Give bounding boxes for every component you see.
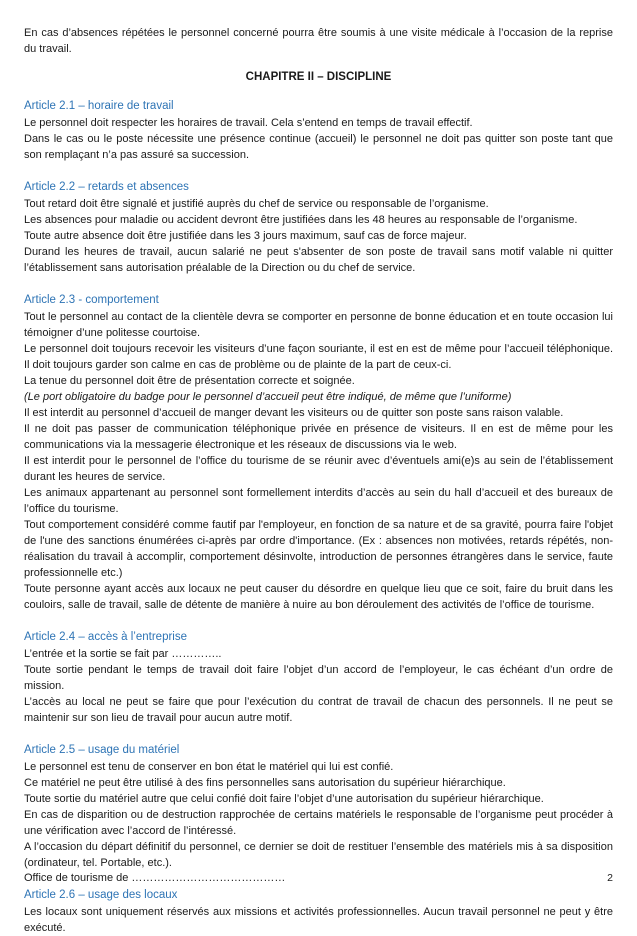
paragraph: Il ne doit pas passer de communication téléphonique privée en présence de visiteurs. Il en est de même pour les communications via la messagerie électronique et les réseaux de discussions via le web. [24,423,613,451]
paragraph: Toute sortie du matériel autre que celui confié doit faire l’objet d’une autorisation du supérieur hiérarchique. [24,793,544,805]
paragraph: Tout le personnel au contact de la clientèle devra se comporter en personne de bonne éducation et en toute occasion lui témoigner d’une politesse courtoise. [24,311,613,339]
article-title: Article 2.1 – horaire de travail [24,100,174,112]
intro-paragraph: En cas d’absences répétées le personnel concerné pourra être soumis à une visite médicale à l’occasion de la reprise du travail. [24,27,613,55]
article-title: Article 2.5 – usage du matériel [24,744,180,756]
paragraph: Ce matériel ne peut être utilisé à des fins personnelles sans autorisation du supérieur hiérarchique. [24,777,506,789]
paragraph: Toute autre absence doit être justifiée dans les 3 jours maximum, sauf cas de force majeur. [24,230,467,242]
paragraph: (Le port obligatoire du badge pour le personnel d’accueil peut être indiqué, de même que l’uniforme) [24,391,512,403]
paragraph: Durand les heures de travail, aucun salarié ne peut s'absenter de son poste de travail sans motif valable ni quitter l’établissement sans autorisation préalable de la Direction ou du chef de service. [24,246,613,274]
paragraph: Les locaux sont uniquement réservés aux missions et activités professionnelles. Aucun travail personnel ne peut y être exécuté. [24,906,613,934]
paragraph: A l’occasion du départ définitif du personnel, ce dernier se doit de restituer l’ensemble des matériels mis à sa disposition (ordinateur, tel. Portable, etc.). [24,841,613,869]
paragraph: Dans le cas ou le poste nécessite une présence continue (accueil) le personnel ne doit pas quitter son poste tant que son remplaçant n’a pas assuré sa succession. [24,133,613,161]
article-section [24,179,613,276]
paragraph: En cas de disparition ou de destruction rapprochée de certains matériels le responsable de l’organisme peut procéder à une vérification avec l’accord de l’intéressé. [24,809,613,837]
paragraph: Tout comportement considéré comme fautif par l'employeur, en fonction de sa nature et de sa gravité, pourra faire l'objet de l'une des sanctions énumérées ci-après par ordre d'importance. (Ex : absences non motivées, retards répétés, non-réalisation du travail à accomplir, comportement désinvolte, introduction de personnes étrangères dans le service, faute professionnelle etc.) [24,519,613,579]
paragraph: Le personnel doit toujours recevoir les visiteurs d’une façon souriante, il est en est de même pour l’accueil téléphonique. Il doit toujours garder son calme en cas de problème ou de plainte de la part de ceux-ci. [24,343,613,371]
paragraph: Toute sortie pendant le temps de travail doit faire l’objet d’un accord de l’employeur, le cas échéant d’un ordre de mission. [24,664,613,692]
paragraph: Toute personne ayant accès aux locaux ne peut causer du désordre en quelque lieu que ce soit, faire du bruit dans les couloirs, salle de travail, salle de détente de manière à nuire au bon déroulement des activités de l’office de tourisme. [24,583,613,611]
article-title: Article 2.4 – accès à l’entreprise [24,631,187,643]
paragraph: La tenue du personnel doit être de présentation correcte et soignée. [24,375,355,387]
page-footer [24,870,613,886]
paragraph: Le personnel doit respecter les horaires de travail. Cela s’entend en temps de travail effectif. [24,117,473,129]
paragraph: L’accès au local ne peut se faire que pour l’exécution du contrat de travail de chacun des personnels. Il ne peut se maintenir sur son lieu de travail pour aucun autre motif. [24,696,613,724]
paragraph: Le personnel est tenu de conserver en bon état le matériel qui lui est confié. [24,761,394,773]
article-title: Article 2.6 – usage des locaux [24,889,178,901]
paragraph: L’entrée et la sortie se fait par ………….. [24,648,222,660]
paragraph: Les absences pour maladie ou accident devront être justifiées dans les 48 heures au responsable de l’organisme. [24,214,578,226]
paragraph: Il est interdit au personnel d’accueil de manger devant les visiteurs ou de quitter son poste sans raison valable. [24,407,564,419]
page-number: 2 [607,872,613,884]
article-section [24,98,613,163]
article-title: Article 2.2 – retards et absences [24,181,189,193]
paragraph: Tout retard doit être signalé et justifié auprès du chef de service ou responsable de l’organisme. [24,198,489,210]
articles-container [24,98,613,936]
article-section [24,292,613,613]
article-title: Article 2.3 - comportement [24,294,159,306]
article-section [24,742,613,871]
chapter-title: CHAPITRE II – DISCIPLINE [245,71,392,83]
paragraph: Les animaux appartenant au personnel sont formellement interdits d’accès au sein du hall d’accueil et des bureaux de l’office du tourisme. [24,487,613,515]
article-section [24,887,613,936]
article-section [24,629,613,726]
footer-organization-line: Office de tourisme de …………………………………… [24,872,286,884]
paragraph: Il est interdit pour le personnel de l’office du tourisme de se réunir avec d’éventuels ami(e)s au sein de l’établissement durant les heures de service. [24,455,613,483]
